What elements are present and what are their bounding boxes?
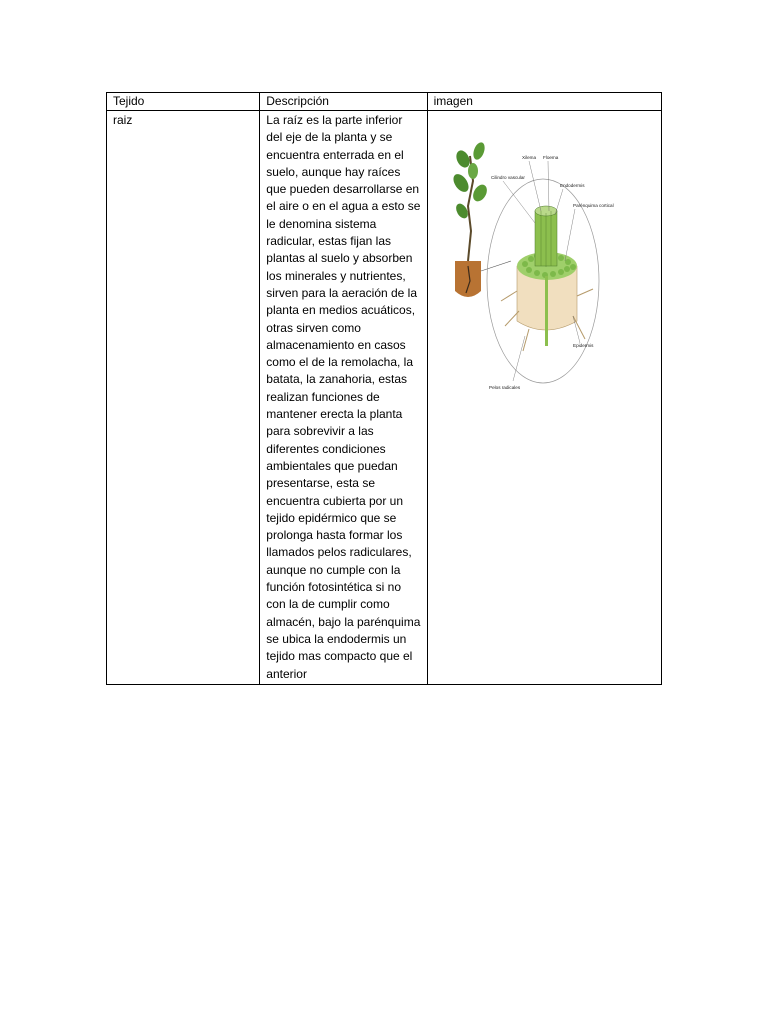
description-table — [106, 92, 662, 685]
cell-tejido: raiz — [107, 111, 260, 685]
cell-descripcion: La raíz es la parte inferior del eje de la planta y se encuentra enterrada en el suelo, aunque hay raíces que pueden desarrollarse en el aire o en el agua a esto se le denomina sistema radicular, estas fijan las plantas al suelo y absorben los minerales y nutrientes, sirven para la aeración de la planta en medios acuáticos, otras sirven como almacenamiento en casos como el de la remolacha, la batata, la zanahoria, estas realizan funciones de mantener erecta la planta para sobrevivir a las diferentes condiciones ambientales que puedan presentarse, esta se encuentra cubierta por un tejido epidérmico que se prolonga hasta formar los llamados pelos radiculares, aunque no cumple con la función fotosintética si no con la de cumplir como almacén, bajo la parénquima se ubica la endodermis un tejido mas compacto que el anterior — [260, 111, 427, 685]
header-descripcion: Descripción — [260, 93, 427, 111]
label-cilindro-vascular: Cilindro vascular — [490, 175, 525, 180]
label-pelos-radicales: Pelos radicales — [488, 385, 520, 390]
label-parenquima: Parénquima cortical — [572, 203, 614, 208]
label-floema: Floema — [542, 155, 558, 160]
cell-imagen — [427, 111, 661, 685]
table-row — [107, 111, 662, 685]
label-endodermis: Endodermis — [559, 183, 585, 188]
header-imagen: imagen — [427, 93, 661, 111]
root-anatomy-illustration — [433, 111, 614, 437]
header-tejido: Tejido — [107, 93, 260, 111]
label-xilema: Xilema — [521, 155, 536, 160]
table-header-row — [107, 93, 662, 111]
label-epidermis: Epidermis — [572, 343, 593, 348]
